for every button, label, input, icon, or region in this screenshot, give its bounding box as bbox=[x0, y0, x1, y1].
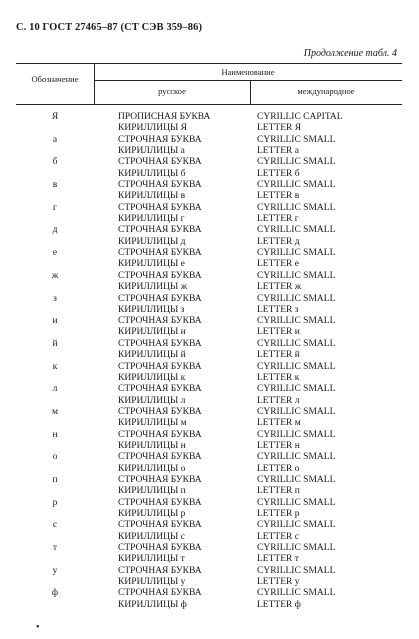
table-row bbox=[16, 430, 402, 453]
russian-name-line-1: СТРОЧНАЯ БУКВА bbox=[118, 293, 202, 304]
letter-symbol: б bbox=[52, 157, 58, 168]
russian-name bbox=[118, 316, 202, 339]
table-row bbox=[16, 588, 402, 611]
russian-name bbox=[118, 407, 202, 430]
russian-name-line-1: СТРОЧНАЯ БУКВА bbox=[118, 338, 202, 349]
russian-name-line-2: КИРИЛЛИЦЫ в bbox=[118, 191, 186, 202]
international-name bbox=[257, 543, 335, 566]
russian-name-line-2: КИРИЛЛИЦЫ л bbox=[118, 395, 186, 406]
russian-name-line-1: СТРОЧНАЯ БУКВА bbox=[118, 270, 202, 281]
russian-name-line-1: СТРОЧНАЯ БУКВА bbox=[118, 225, 202, 236]
international-name bbox=[257, 520, 335, 543]
russian-name-line-2: КИРИЛЛИЦЫ у bbox=[118, 577, 186, 588]
letter-symbol: ф bbox=[51, 588, 59, 599]
russian-name-line-2: КИРИЛЛИЦЫ ж bbox=[118, 282, 188, 293]
letter-symbol: ж bbox=[51, 270, 59, 281]
international-name-line-2: LETTER з bbox=[257, 304, 299, 315]
international-name-line-1: CYRILLIC SMALL bbox=[257, 338, 336, 349]
international-name-line-2: LETTER н bbox=[257, 440, 300, 451]
russian-name bbox=[118, 339, 202, 362]
international-name-line-2: LETTER г bbox=[257, 214, 299, 225]
letter-symbol: т bbox=[52, 543, 58, 554]
letter-symbol: с bbox=[52, 520, 58, 531]
letter-symbol: м bbox=[51, 406, 58, 417]
international-name-line-1: CYRILLIC SMALL bbox=[257, 293, 336, 304]
column-header-international: международное bbox=[297, 86, 355, 96]
russian-name-line-2: КИРИЛЛИЦЫ ф bbox=[118, 599, 187, 610]
letter-symbol: в bbox=[52, 180, 58, 191]
international-name-line-1: CYRILLIC SMALL bbox=[257, 202, 336, 213]
russian-name bbox=[118, 430, 202, 453]
column-header-russian: русское bbox=[158, 86, 186, 96]
international-name bbox=[257, 112, 343, 135]
international-name-line-2: LETTER и bbox=[257, 327, 300, 338]
international-name bbox=[257, 588, 335, 611]
russian-name bbox=[118, 203, 202, 226]
international-name-line-2: LETTER л bbox=[257, 395, 300, 406]
table-row bbox=[16, 248, 402, 271]
letter-symbol: о bbox=[52, 452, 58, 463]
table-row bbox=[16, 112, 402, 135]
russian-name bbox=[118, 157, 202, 180]
international-name-line-1: CYRILLIC SMALL bbox=[257, 429, 336, 440]
letter-symbol: а bbox=[52, 134, 58, 145]
russian-name-line-1: ПРОПИСНАЯ БУКВА bbox=[118, 112, 211, 122]
table-row bbox=[16, 475, 402, 498]
international-name bbox=[257, 316, 335, 339]
column-header-symbol: Обозначение bbox=[31, 74, 79, 84]
russian-name-line-1: СТРОЧНАЯ БУКВА bbox=[118, 497, 202, 508]
international-name bbox=[257, 225, 335, 248]
column-header-name: Наименование bbox=[221, 67, 275, 77]
russian-name bbox=[118, 452, 202, 475]
international-name bbox=[257, 430, 335, 453]
international-name-line-2: LETTER у bbox=[257, 577, 300, 588]
international-name-line-1: CYRILLIC SMALL bbox=[257, 520, 336, 531]
russian-name-line-2: КИРИЛЛИЦЫ о bbox=[118, 463, 186, 474]
international-name bbox=[257, 362, 335, 385]
international-name-line-1: CYRILLIC SMALL bbox=[257, 497, 336, 508]
table-row bbox=[16, 384, 402, 407]
russian-name-line-2: КИРИЛЛИЦЫ б bbox=[118, 168, 186, 179]
russian-name-line-2: КИРИЛЛИЦЫ з bbox=[118, 304, 185, 315]
international-name bbox=[257, 294, 335, 317]
letter-symbol: л bbox=[52, 384, 58, 395]
international-name-line-2: LETTER р bbox=[257, 508, 300, 519]
international-name-line-2: LETTER в bbox=[257, 191, 300, 202]
international-name-line-1: CYRILLIC SMALL bbox=[257, 361, 336, 372]
international-name bbox=[257, 407, 335, 430]
russian-name-line-1: СТРОЧНАЯ БУКВА bbox=[118, 543, 202, 554]
russian-name-line-1: СТРОЧНАЯ БУКВА bbox=[118, 316, 202, 327]
russian-name-line-2: КИРИЛЛИЦЫ с bbox=[118, 531, 185, 542]
international-name bbox=[257, 135, 335, 158]
international-name bbox=[257, 271, 335, 294]
russian-name-line-1: СТРОЧНАЯ БУКВА bbox=[118, 452, 202, 463]
table-row bbox=[16, 316, 402, 339]
international-name-line-1: CYRILLIC CAPITAL bbox=[257, 112, 343, 122]
russian-name-line-1: СТРОЧНАЯ БУКВА bbox=[118, 429, 202, 440]
international-name-line-2: LETTER е bbox=[257, 259, 299, 270]
table-row bbox=[16, 520, 402, 543]
russian-name bbox=[118, 248, 202, 271]
russian-name-line-2: КИРИЛЛИЦЫ е bbox=[118, 259, 185, 270]
international-name bbox=[257, 248, 335, 271]
russian-name-line-1: СТРОЧНАЯ БУКВА bbox=[118, 202, 202, 213]
international-name bbox=[257, 475, 335, 498]
table-row bbox=[16, 452, 402, 475]
international-name-line-2: LETTER п bbox=[257, 486, 300, 497]
international-name-line-2: LETTER Я bbox=[257, 123, 302, 134]
russian-name bbox=[118, 566, 202, 589]
international-name bbox=[257, 566, 335, 589]
russian-name bbox=[118, 225, 202, 248]
international-name bbox=[257, 384, 335, 407]
international-name-line-1: CYRILLIC SMALL bbox=[257, 588, 336, 599]
international-name-line-1: CYRILLIC SMALL bbox=[257, 225, 336, 236]
table-row bbox=[16, 407, 402, 430]
international-name bbox=[257, 452, 335, 475]
russian-name-line-1: СТРОЧНАЯ БУКВА bbox=[118, 520, 202, 531]
russian-name-line-1: СТРОЧНАЯ БУКВА bbox=[118, 588, 202, 599]
table-row bbox=[16, 225, 402, 248]
russian-name-line-2: КИРИЛЛИЦЫ м bbox=[118, 418, 187, 429]
russian-name-line-1: СТРОЧНАЯ БУКВА bbox=[118, 406, 202, 417]
international-name bbox=[257, 157, 335, 180]
page-header: С. 10 ГОСТ 27465–87 (СТ СЭВ 359–86) bbox=[16, 22, 203, 33]
table-row bbox=[16, 135, 402, 158]
letter-symbol: г bbox=[53, 202, 57, 213]
table-row bbox=[16, 339, 402, 362]
russian-name-line-2: КИРИЛЛИЦЫ р bbox=[118, 508, 186, 519]
page-dot-mark: • bbox=[36, 622, 40, 633]
russian-name-line-2: КИРИЛЛИЦЫ и bbox=[118, 327, 186, 338]
international-name-line-2: LETTER с bbox=[257, 531, 299, 542]
russian-name-line-1: СТРОЧНАЯ БУКВА bbox=[118, 475, 202, 485]
table-row bbox=[16, 566, 402, 589]
table-row bbox=[16, 543, 402, 566]
table-body bbox=[16, 112, 402, 611]
international-name-line-1: CYRILLIC SMALL bbox=[257, 406, 336, 417]
letter-symbol: е bbox=[52, 248, 58, 259]
international-name-line-2: LETTER ж bbox=[257, 282, 302, 293]
international-name-line-1: CYRILLIC SMALL bbox=[257, 270, 336, 281]
table-row bbox=[16, 157, 402, 180]
international-name-line-1: CYRILLIC SMALL bbox=[257, 565, 336, 576]
russian-name bbox=[118, 588, 202, 611]
russian-name-line-2: КИРИЛЛИЦЫ к bbox=[118, 372, 186, 383]
international-name-line-1: CYRILLIC SMALL bbox=[257, 180, 336, 191]
russian-name-line-2: КИРИЛЛИЦЫ н bbox=[118, 440, 186, 451]
russian-name bbox=[118, 543, 202, 566]
table-row bbox=[16, 180, 402, 203]
russian-name-line-1: СТРОЧНАЯ БУКВА bbox=[118, 565, 202, 576]
international-name-line-2: LETTER о bbox=[257, 463, 300, 474]
table-top-rule bbox=[16, 63, 402, 64]
table-row bbox=[16, 203, 402, 226]
table-row bbox=[16, 498, 402, 521]
international-name-line-2: LETTER а bbox=[257, 145, 299, 156]
russian-name bbox=[118, 362, 202, 385]
letter-symbol: у bbox=[52, 565, 58, 576]
russian-name-line-1: СТРОЧНАЯ БУКВА bbox=[118, 180, 202, 191]
russian-name-line-1: СТРОЧНАЯ БУКВА bbox=[118, 361, 202, 372]
international-name-line-1: CYRILLIC SMALL bbox=[257, 384, 336, 395]
letter-symbol: Я bbox=[51, 112, 59, 122]
letter-symbol: п bbox=[52, 475, 58, 485]
international-name-line-2: LETTER б bbox=[257, 168, 300, 179]
letter-symbol: д bbox=[52, 225, 58, 236]
russian-name bbox=[118, 271, 202, 294]
russian-name-line-1: СТРОЧНАЯ БУКВА bbox=[118, 134, 202, 145]
russian-name bbox=[118, 475, 202, 498]
international-name-line-2: LETTER к bbox=[257, 372, 300, 383]
russian-name bbox=[118, 520, 202, 543]
international-name-line-2: LETTER ф bbox=[257, 599, 301, 610]
international-name-line-2: LETTER д bbox=[257, 236, 300, 247]
table-header-bottom-rule bbox=[16, 104, 402, 105]
russian-name-line-2: КИРИЛЛИЦЫ а bbox=[118, 145, 185, 156]
international-name-line-2: LETTER м bbox=[257, 418, 301, 429]
international-name bbox=[257, 339, 335, 362]
international-name-line-1: CYRILLIC SMALL bbox=[257, 248, 336, 259]
russian-name bbox=[118, 294, 202, 317]
russian-name-line-2: КИРИЛЛИЦЫ й bbox=[118, 350, 186, 361]
russian-name bbox=[118, 384, 202, 407]
international-name-line-2: LETTER й bbox=[257, 350, 300, 361]
letter-symbol: н bbox=[52, 429, 58, 440]
international-name-line-1: CYRILLIC SMALL bbox=[257, 543, 336, 554]
russian-name-line-2: КИРИЛЛИЦЫ г bbox=[118, 214, 185, 225]
russian-name bbox=[118, 180, 202, 203]
header-subdivider bbox=[94, 80, 402, 81]
international-name-line-1: CYRILLIC SMALL bbox=[257, 316, 336, 327]
letter-symbol: и bbox=[52, 316, 58, 327]
international-name-line-1: CYRILLIC SMALL bbox=[257, 134, 336, 145]
letter-symbol: к bbox=[52, 361, 58, 372]
letter-symbol: й bbox=[52, 338, 58, 349]
russian-name bbox=[118, 112, 210, 135]
letter-symbol: з bbox=[53, 293, 57, 304]
russian-name-line-2: КИРИЛЛИЦЫ Я bbox=[118, 123, 187, 134]
russian-name-line-1: СТРОЧНАЯ БУКВА bbox=[118, 384, 202, 395]
table-row bbox=[16, 271, 402, 294]
russian-name bbox=[118, 498, 202, 521]
international-name bbox=[257, 203, 335, 226]
international-name-line-1: CYRILLIC SMALL bbox=[257, 452, 336, 463]
table-row bbox=[16, 362, 402, 385]
russian-name-line-1: СТРОЧНАЯ БУКВА bbox=[118, 157, 202, 168]
international-name bbox=[257, 180, 335, 203]
international-name-line-2: LETTER т bbox=[257, 554, 299, 565]
table-row bbox=[16, 294, 402, 317]
russian-name-line-2: КИРИЛЛИЦЫ д bbox=[118, 236, 186, 247]
russian-name-line-2: КИРИЛЛИЦЫ п bbox=[118, 486, 186, 497]
russian-name-line-1: СТРОЧНАЯ БУКВА bbox=[118, 248, 202, 259]
letter-symbol: р bbox=[52, 497, 58, 508]
russian-name-line-2: КИРИЛЛИЦЫ т bbox=[118, 554, 185, 565]
international-name-line-1: CYRILLIC SMALL bbox=[257, 475, 336, 485]
international-name bbox=[257, 498, 335, 521]
table-continuation-caption: Продолжение табл. 4 bbox=[303, 48, 397, 59]
international-name-line-1: CYRILLIC SMALL bbox=[257, 157, 336, 168]
russian-name bbox=[118, 135, 202, 158]
